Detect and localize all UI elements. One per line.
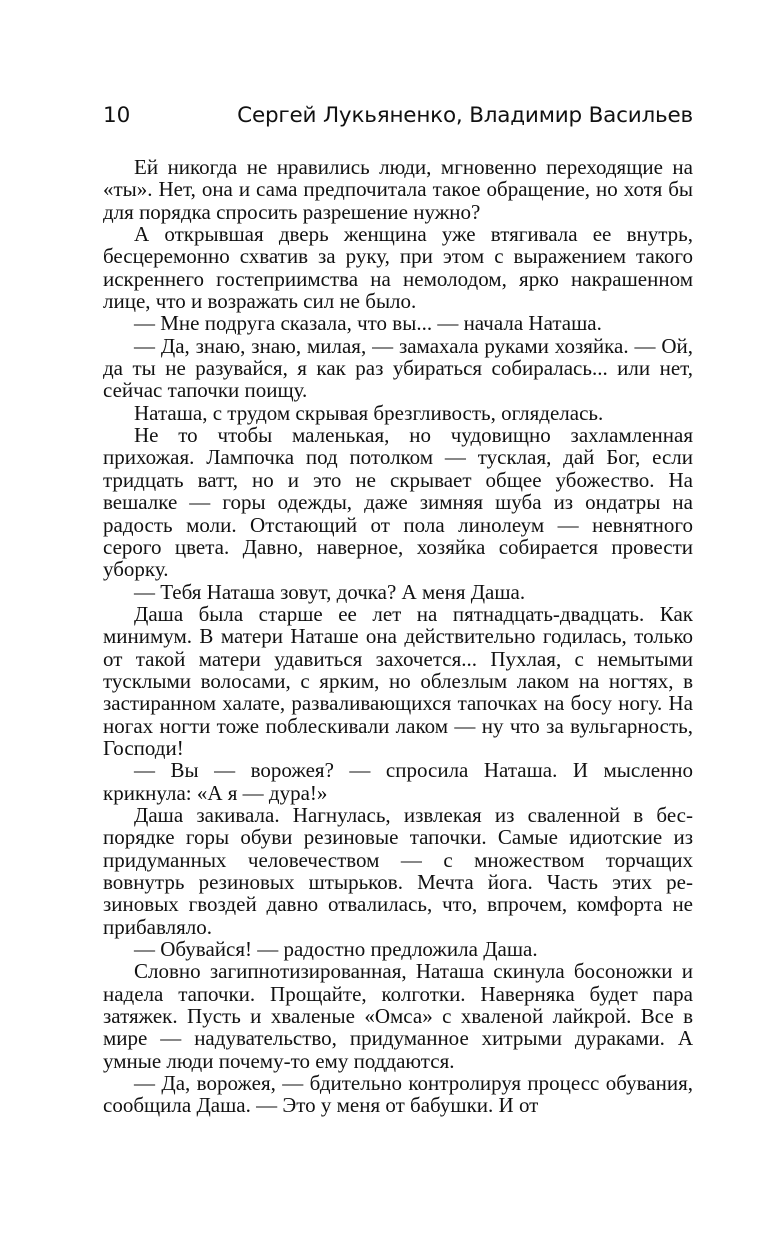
running-head: Сергей Лукьяненко, Владимир Васильев — [237, 103, 693, 128]
page-header — [103, 98, 693, 134]
paragraph: — Обувайся! — радостно предложила Даша. — [134, 937, 538, 962]
body-text — [103, 156, 693, 1117]
paragraph: — Да, ворожея, — бдительно контролируя процесс обувания, сообщила Даша. — Это у меня от бабушки. И от — [103, 1071, 693, 1118]
paragraph: Ей никогда не нравились люди, мгновенно переходящие на «ты». Нет, она и сама предпочитала такое обращение, но хотя бы для порядка спросить разрешение нужно? — [103, 155, 693, 224]
paragraph: — Да, знаю, знаю, милая, — замахала руками хозяйка. — Ой, да ты не разувайся, я как раз убираться собиралась... или нет, сейчас тапочки поищу. — [103, 333, 693, 403]
paragraph: — Мне подруга сказала, что вы... — начала Наташа. — [134, 311, 602, 336]
page-number: 10 — [103, 103, 131, 128]
paragraph: Даша была старше ее лет на пятнадцать-двадцать. Как минимум. В матери Наташе она действительно годилась, только от такой матери удавиться захочется... Пухлая, с немытыми тусклыми волосами, с ярким, но облезлым лаком на ногтях, в застиранном халате, разваливающихся тапочках на босу ногу. На ногах ногти тоже поблескивали лаком — ну что за вульгарность, Господи! — [103, 601, 693, 760]
paragraph: Наташа, с трудом скрывая брезгливость, огляделась. — [134, 400, 604, 425]
paragraph: Не то чтобы маленькая, но чудовищно захламленная прихожая. Лампочка под потолком — тусклая, дай Бог, если тридцать ватт, но и это не скрывает общее убожество. На вешалке — горы одежды, даже зимняя шуба из ондатры на радость моли. Отстающий от пола линолеум — невнятного серого цвета. Давно, наверное, хозяйка собирается провести уборку. — [103, 423, 693, 582]
paragraph: А открывшая дверь женщина уже втягивала ее внутрь, бесцеремонно схватив за руку, при этом с выражением такого искреннего гостеприимства на немолодом, ярко накрашенном лице, что и возражать сил не было. — [103, 222, 693, 314]
paragraph: — Тебя Наташа зовут, дочка? А меня Даша. — [134, 579, 526, 604]
paragraph: Словно загипнотизированная, Наташа скинула босоножки и надела тапочки. Прощайте, колготки. Наверняка будет пара затяжек. Пусть и хваленые «Омса» с хваленой лайкрой. Все в мире — надувательство, придуманное хитрыми дураками. А умные люди почему-то ему поддаются. — [103, 959, 693, 1073]
paragraph: Даша закивала. Нагнулась, извлекая из сваленной в беспорядке горы обуви резиновые тапочки. Самые идиотские из придуманных человечеством — с множеством торчащих вовнутрь резиновых штырьков. Мечта йога. Часть этих резиновых гвоздей давно отвалилась, что, впрочем, комфорта не прибавляло. — [103, 802, 693, 939]
paragraph: — Вы — ворожея? — спросила Наташа. И мысленно крикнула: «А я — дура!» — [103, 758, 693, 805]
